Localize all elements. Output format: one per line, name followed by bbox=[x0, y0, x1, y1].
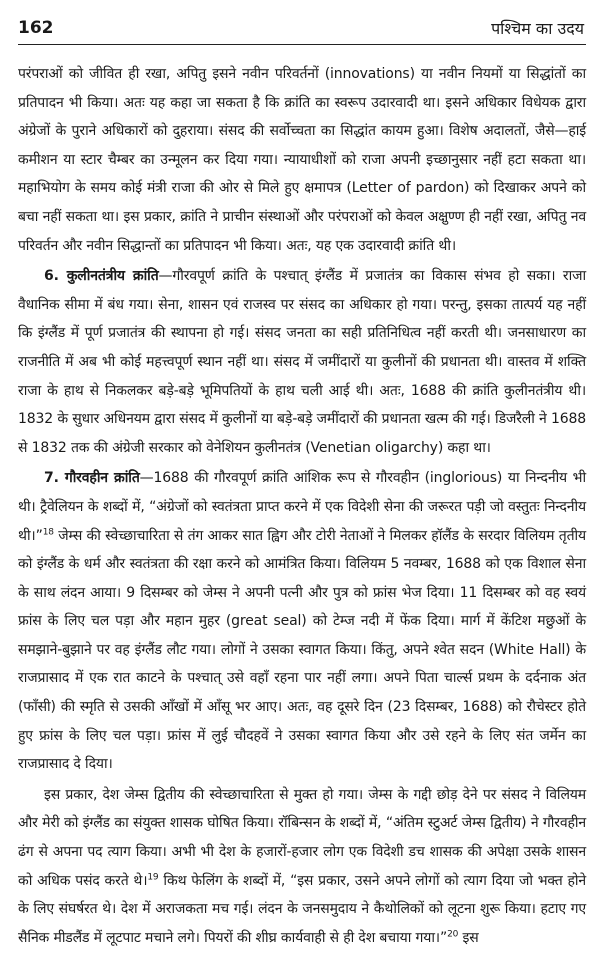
paragraph-text: —गौरवपूर्ण क्रांति के पश्चात् इंग्लैंड में प्रजातंत्र का विकास संभव हो सका। राजा वैधानिक सीमा में बंध गया। सेना, शासन एवं राजस्व पर संसद का अधिकार हो गया। परन्तु, इसका तात्पर्य यह नहीं कि इंग्लैंड में पूर्ण प्रजातंत्र की स्थापना हो गई। संसद जनता का सही प्रतिनिधित्व नहीं करती थी। जनसाधारण का राजनीति में अब भी कोई महत्त्वपूर्ण स्थान नहीं था। संसद में जमींदारों या कुलीनों की प्रधानता थी। वास्तव में शक्ति राजा के हाथ से निकलकर बड़े-बड़े भूमिपतियों के हाथ चली आई थी। अतः, 1688 की क्रांति कुलीनतंत्रीय थी। 1832 के सुधार अधिनयम द्वारा संसद में कुलीनों या बड़े-बड़े जमींदारों की प्रधानता खत्म की गई। डिजरैली ने 1688 से 1832 तक की अंग्रेजी सरकार को वेनेशियन कुलीनतंत्र (Venetian oligarchy) कहा था। bbox=[18, 268, 586, 456]
paragraph-aristocratic-revolution bbox=[18, 262, 586, 462]
footnote-marker-18: 18 bbox=[42, 526, 54, 537]
paragraph-text-continued: जेम्स की स्वेच्छाचारिता से तंग आकर सात ह्विग और टोरी नेताओं ने मिलकर हॉलैंड के सरदार विलियम तृतीय को इंग्लैंड के धर्म और स्वतंत्रता की रक्षा करने को आमंत्रित किया। विलियम 5 नवम्बर, 1688 को एक विशाल सेना के साथ लंदन आया। 9 दिसम्बर को जेम्स ने अपनी पत्नी और पुत्र को फ्रांस भेज दिया। 11 दिसम्बर को वह स्वयं फ्रांस के लिए चल पड़ा और महान मुहर (great seal) को टेम्ज नदी में फेंक दिया। मार्ग में केंटिश मछुओं के समझाने-बुझाने पर वह इंग्लैंड लौट गया। लोगों ने उसका स्वागत किया। किंतु, अपने श्वेत सदन (White Hall) के राजप्रासाद में एक रात काटने के पश्चात् उसे वहाँ रहना पार नहीं लगा। अपने पिता चार्ल्स प्रथम के दर्दनाक अंत (फाँसी) की स्मृति से उसकी आँखों में आँसू भर आए। अतः, वह दूसरे दिन (23 दिसम्बर, 1688) को रौचेस्टर होते हुए फ्रांस के लिए चल पड़ा। फ्रांस में लुई चौदहवें ने उसका स्वागत किया और उसे रहने के लिए संत जर्मेन का राजप्रासाद दे दिया। bbox=[18, 527, 586, 773]
paragraph-continuation bbox=[18, 60, 586, 260]
paragraph-text: —1688 की गौरवपूर्ण क्रांति आंशिक रूप से गौरवहीन (inglorious) या निन्दनीय भी थी। ट्रैवेलियन के शब्दों में, “अंग्रेजों को स्वतंत्रता प्राप्त करने में एक विदेशी सेना की जरूरत पड़ी जो वस्तुतः निन्दनीय थी।” bbox=[18, 470, 586, 544]
section-heading-6: 6. कुलीनतंत्रीय क्रांति bbox=[44, 268, 159, 285]
footnote-marker-19: 19 bbox=[147, 871, 159, 882]
paragraph-text: इस प्रकार, देश जेम्स द्वितीय की स्वेच्छाचारिता से मुक्त हो गया। जेम्स के गद्दी छोड़ देने पर संसद ने विलियम और मेरी को इंग्लैंड का संयुक्त शासक घोषित किया। रॉबिन्सन के शब्दों में, “अंतिम स्टुअर्ट जेम्स द्वितीय) ने गौरवहीन ढंग से अपना पद त्याग किया। अभी भी देश के हजारों-हजार लोग एक विदेशी डच शासक की अपेक्षा उसके शासन को अधिक पसंद करते थे। bbox=[18, 786, 586, 889]
running-title: पश्चिम का उदय bbox=[491, 19, 584, 38]
paragraph-text-end: इस bbox=[458, 929, 479, 946]
paragraph-inglorious-revolution bbox=[18, 464, 586, 779]
footnote-marker-20: 20 bbox=[447, 929, 459, 940]
paragraph-text-continued: किथ फेलिंग के शब्दों में, “इस प्रकार, उसने अपने लोगों को त्याग दिया जो भक्त होने के लिए संघर्षरत थे। देश में अराजकता मच गई। लंदन के जनसमुदाय ने कैथोलिकों को लूटना शुरू किया। हटाए गए सैनिक मीडलैंड में लूटपाट मचाने लगे। पियरों की शीघ्र कार्यवाही से ही देश बचाया गया।” bbox=[18, 872, 586, 946]
page-body bbox=[18, 60, 586, 952]
paragraph-text: परंपराओं को जीवित ही रखा, अपितु इसने नवीन परिवर्तनों (innovations) या नवीन नियमों या सिद्धांतों का प्रतिपादन भी किया। अतः यह कहा जा सकता है कि क्रांति का स्वरूप उदारवादी था। इसने अधिकार विधेयक द्वारा अंग्रेजों के पुराने अधिकारों को दुहराया। संसद की सर्वोच्चता का सिद्धांत कायम हुआ। विशेष अदालतों, जैसे—हाई कमीशन या स्टार चैम्बर का उन्मूलन कर दिया गया। न्यायाधीशों को राजा अपनी इच्छानुसार नहीं हटा सकता था। महाभियोग के समय कोई मंत्री राजा की ओर से मिले हुए क्षमापत्र (Letter of pardon) को दिखाकर अपने को बचा नहीं सकता था। इस प्रकार, क्रांति ने प्राचीन संस्थाओं और परंपराओं को केवल अक्षुण्ण ही नहीं रखा, अपितु नव परिवर्तन और नवीन सिद्धान्तों का प्रतिपादन भी किया। अतः, यह एक उदारवादी क्रांति थी। bbox=[18, 66, 586, 254]
paragraph-aftermath bbox=[18, 781, 586, 953]
section-heading-7: 7. गौरवहीन क्रांति bbox=[44, 470, 140, 487]
page-header bbox=[18, 14, 586, 45]
page-number: 162 bbox=[18, 18, 54, 38]
